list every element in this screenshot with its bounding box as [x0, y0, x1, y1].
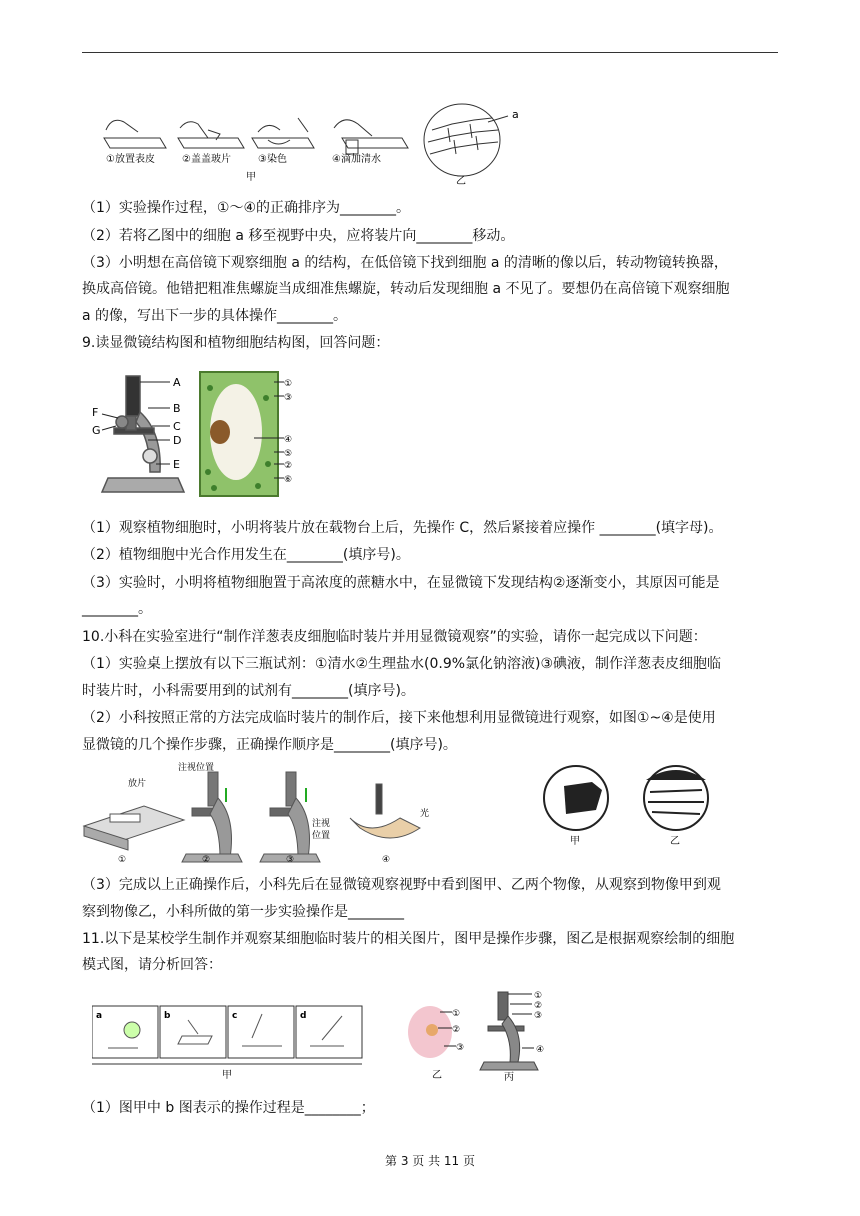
panel-d-letter: d [300, 1011, 307, 1021]
q9-line-2: （2）植物细胞中光合作用发生在________(填序号)。 [82, 547, 410, 563]
caption-bing: 丙 [504, 1072, 514, 1082]
panel-c-letter: c [232, 1011, 238, 1021]
q11-title: 11.以下是某校学生制作并观察某细胞临时装片的相关图片，图甲是操作步骤，图乙是根据观察绘制的细胞 [82, 931, 735, 947]
step-num-2: ② [202, 855, 211, 865]
q10-line-3: （2）小科按照正常的方法完成临时装片的制作后，接下来他想利用显微镜进行观察，如图①~④是使用 [82, 710, 716, 726]
cell-label-4: ④ [284, 435, 293, 445]
microscope-label-D: D [173, 434, 182, 447]
weizhi-label: 位置 [312, 831, 331, 841]
q10-line-1: （1）实验桌上摆放有以下三瓶试剂：①清水②生理盐水(0.9%氯化钠溶液)③碘液，制作洋葱表皮细胞临 [82, 656, 722, 672]
step-num-3: ③ [286, 855, 295, 865]
microscope-label-G: G [92, 424, 101, 437]
q11-scope-label-3: ③ [534, 1011, 543, 1021]
zhushi-label-2: 注视 [312, 819, 331, 829]
q11-cell-label-3: ③ [456, 1043, 465, 1053]
q9-line-4: ________。 [82, 601, 152, 617]
step-2-caption: ②盖盖玻片 [182, 154, 231, 165]
figure-q11 [92, 986, 562, 1082]
q8-line-4: 换成高倍镜。他错把粗准焦螺旋当成细准焦螺旋，转动后发现细胞 a 不见了。要想仍在高倍镜下观察细胞 [82, 281, 730, 297]
q8-line-2: （2）若将乙图中的细胞 a 移至视野中央，应将装片向________移动。 [82, 228, 515, 244]
q10-line-4: 显微镜的几个操作步骤，正确操作顺序是________(填序号)。 [82, 737, 457, 753]
figure-slide-steps [98, 100, 538, 190]
panel-a-letter: a [96, 1011, 103, 1021]
step-3-caption: ③染色 [258, 154, 287, 165]
fig-jia-label: 甲 [246, 172, 256, 183]
microscope-label-A: A [173, 376, 181, 389]
fig-yi-label: 乙 [456, 176, 466, 187]
q10-line-2: 时装片时，小科需要用到的试剂有________(填序号)。 [82, 683, 415, 699]
q10-line-6: 察到物像乙，小科所做的第一步实验操作是________ [82, 904, 404, 920]
microscope-label-E: E [173, 458, 180, 471]
fangpian-label: 放片 [128, 779, 147, 789]
q9-title: 9.读显微镜结构图和植物细胞结构图，回答问题： [82, 335, 390, 351]
header-rule [82, 52, 778, 53]
q8-line-1: （1）实验操作过程，①～④的正确排序为________。 [82, 200, 411, 216]
caption-jia: 甲 [222, 1070, 232, 1081]
q8-line-3: （3）小明想在高倍镜下观察细胞 a 的结构，在低倍镜下找到细胞 a 的清晰的像以后，转动物镜转换器， [82, 255, 728, 271]
page-footer: 第 3 页 共 11 页 [385, 1154, 475, 1168]
q9-line-3: （3）实验时，小明将植物细胞置于高浓度的蔗糖水中，在显微镜下发现结构②逐渐变小，其原因可能是 [82, 575, 720, 591]
q8-line-5: a 的像，写出下一步的具体操作________。 [82, 308, 348, 324]
step-num-1: ① [118, 855, 127, 865]
panel-b-letter: b [164, 1011, 171, 1021]
microscope-label-F: F [92, 406, 99, 419]
cell-label-5: ⑤ [284, 449, 293, 459]
q11-title-2: 模式图，请分析回答： [82, 957, 222, 973]
view-jia-label: 甲 [570, 836, 580, 847]
q11-scope-label-4: ④ [536, 1045, 545, 1055]
guang-label: 光 [420, 809, 430, 819]
step-4-caption: ④滴加清水 [332, 154, 381, 165]
q11-cell-label-2: ② [452, 1025, 461, 1035]
caption-yi: 乙 [432, 1070, 442, 1081]
cell-label-1: ① [284, 379, 293, 389]
q11-scope-label-1: ① [534, 991, 543, 1001]
cell-a-label: a [512, 108, 519, 121]
microscope-label-B: B [173, 402, 181, 415]
q11-cell-label-1: ① [452, 1009, 461, 1019]
figure-microscope-steps [80, 758, 720, 868]
q9-line-1: （1）观察植物细胞时，小明将装片放在载物台上后，先操作 C，然后紧接着应操作 ________(填字母)。 [82, 520, 723, 536]
q10-line-5: （3）完成以上正确操作后，小科先后在显微镜观察视野中看到图甲、乙两个物像，从观察到物像甲到观 [82, 877, 721, 893]
figure-microscope-plant-cell [88, 368, 308, 500]
cell-label-3: ③ [284, 393, 293, 403]
cell-label-6: ⑥ [284, 475, 293, 485]
q11-scope-label-2: ② [534, 1001, 543, 1011]
view-yi-label: 乙 [670, 836, 680, 847]
step-num-4: ④ [382, 855, 391, 865]
zhushi-label-1: 注视位置 [178, 763, 215, 773]
microscope-label-C: C [173, 420, 181, 433]
q10-title: 10.小科在实验室进行“制作洋葱表皮细胞临时装片并用显微镜观察”的实验，请你一起完成以下问题： [82, 629, 707, 645]
cell-label-2: ② [284, 461, 293, 471]
q11-line-1: （1）图甲中 b 图表示的操作过程是________； [82, 1100, 375, 1116]
step-1-caption: ①放置表皮 [106, 154, 155, 165]
